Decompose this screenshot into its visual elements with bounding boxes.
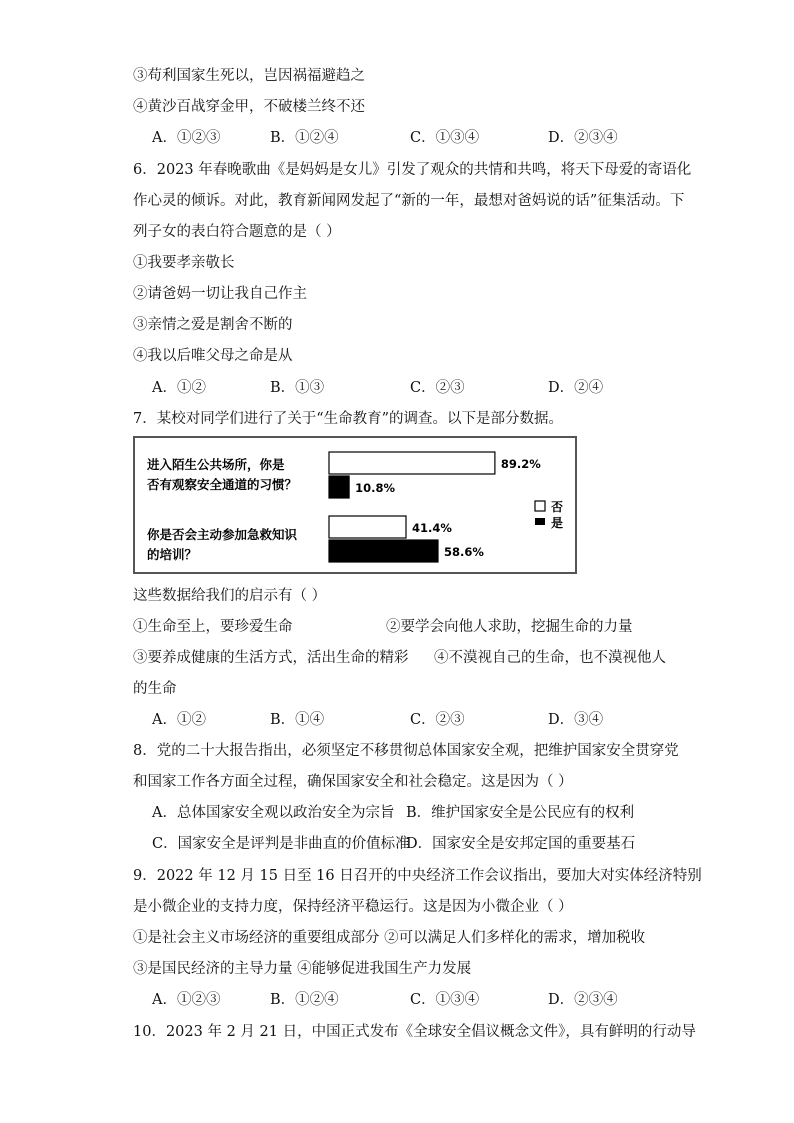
q7-item-2: ②要学会向他人求助，挖掘生命的力量 (386, 619, 633, 635)
bar-label-no-category-2: 41.4% (412, 521, 452, 535)
bar-label-no-category-1: 89.2% (500, 457, 541, 471)
q8-option-a[interactable]: A．总体国家安全观以政治安全为宗旨 (152, 805, 395, 821)
q6-stem-line-1: 6．2023 年春晚歌曲《是妈妈是女儿》引发了观众的共情和共鸣，将天下母爱的寄语化 (133, 162, 692, 178)
bar-label-yes-category-1: 10.8% (355, 481, 396, 495)
q8-option-b[interactable]: B．维护国家安全是公民应有的权利 (406, 805, 635, 821)
q7-item-4: ④不漠视自己的生命，也不漠视他人 (434, 650, 666, 666)
q6-item-2: ②请爸妈一切让我自己作主 (133, 286, 307, 302)
bar-no-category-2 (329, 516, 406, 538)
q6-item-4: ④我以后唯父母之命是从 (133, 348, 293, 364)
q5-option-a[interactable]: A．①②③ (152, 130, 221, 146)
q9-stem-line-1: 9．2022 年 12 月 15 日至 16 日召开的中央经济工作会议指出，要加大对实体经济特别 (133, 868, 702, 884)
q6-stem-line-2: 作心灵的倾诉。对此，教育新闻网发起了“新的一年，最想对爸妈说的话”征集活动。下 (133, 193, 685, 209)
q9-option-a[interactable]: A．①②③ (152, 992, 221, 1008)
q9-option-b[interactable]: B．①②④ (270, 992, 339, 1008)
q6-item-3: ③亲情之爱是割舍不断的 (133, 317, 293, 333)
q7-option-a[interactable]: A．①② (152, 712, 206, 728)
q9-items-1-2: ①是社会主义市场经济的重要组成部分 ②可以满足人们多样化的需求，增加税收 (133, 930, 646, 946)
bar-yes-category-2 (329, 540, 438, 562)
q5-option-d[interactable]: D．②③④ (548, 130, 618, 146)
bar-label-yes-category-2: 58.6% (444, 545, 484, 559)
q8-stem-line-2: 和国家工作各方面全过程，确保国家安全和社会稳定。这是因为（ ） (133, 774, 573, 790)
bar-no-category-1 (329, 452, 495, 474)
q7-option-d[interactable]: D．③④ (548, 712, 604, 728)
survey-chart (133, 436, 577, 574)
q7-question: 这些数据给我们的启示有（ ） (133, 588, 327, 604)
q6-option-c[interactable]: C．②③ (410, 380, 465, 396)
q8-stem-line-1: 8．党的二十大报告指出，必须坚定不移贯彻总体国家安全观，把维护国家安全贯穿党 (133, 743, 679, 759)
q6-item-1: ①我要孝亲敬长 (133, 255, 235, 271)
legend-label-yes: 是 (551, 516, 564, 530)
survey-chart-svg (135, 438, 575, 572)
q5-option-c[interactable]: C．①③④ (410, 130, 480, 146)
q6-option-b[interactable]: B．①③ (270, 380, 325, 396)
q9-option-d[interactable]: D．②③④ (548, 992, 618, 1008)
q5-option-b[interactable]: B．①②④ (270, 130, 339, 146)
chart-category-1-line-1: 进入陌生公共场所，你是 (147, 457, 285, 472)
q7-item-4-continued: 的生命 (133, 681, 177, 697)
q8-option-d[interactable]: D．国家安全是安邦定国的重要基石 (406, 836, 636, 852)
legend-swatch-yes (535, 518, 545, 525)
q5-item-3: ③苟利国家生死以，岂因祸福避趋之 (133, 68, 365, 84)
q7-option-b[interactable]: B．①④ (270, 712, 325, 728)
q6-option-a[interactable]: A．①② (152, 380, 206, 396)
q6-stem-line-3: 列子女的表白符合题意的是（ ） (133, 224, 341, 240)
chart-category-2-line-1: 你是否会主动参加急救知识 (147, 527, 298, 542)
q6-option-d[interactable]: D．②④ (548, 380, 604, 396)
legend-label-no: 否 (551, 500, 564, 514)
q7-stem: 7．某校对同学们进行了关于“生命教育”的调查。以下是部分数据。 (133, 411, 564, 427)
chart-category-1-line-2: 否有观察安全通道的习惯？ (147, 477, 298, 492)
q7-option-c[interactable]: C．②③ (410, 712, 465, 728)
q7-item-3: ③要养成健康的生活方式，活出生命的精彩 (133, 650, 409, 666)
q9-items-3-4: ③是国民经济的主导力量 ④能够促进我国生产力发展 (133, 961, 472, 977)
chart-category-2-line-2: 的培训？ (147, 547, 198, 562)
legend-swatch-no (535, 501, 545, 511)
chart-bars (329, 452, 541, 562)
q9-stem-line-2: 是小微企业的支持力度，保持经济平稳运行。这是因为小微企业（ ） (133, 899, 573, 915)
q7-item-1: ①生命至上，要珍爱生命 (133, 619, 293, 635)
bar-yes-category-1 (329, 476, 349, 498)
q8-option-c[interactable]: C．国家安全是评判是非曲直的价值标准 (152, 836, 410, 852)
q9-option-c[interactable]: C．①③④ (410, 992, 480, 1008)
q5-item-4: ④黄沙百战穿金甲，不破楼兰终不还 (133, 99, 365, 115)
q10-stem-line-1: 10．2023 年 2 月 21 日，中国正式发布《全球安全倡议概念文件》，具有鲜明的行动导 (133, 1024, 696, 1040)
